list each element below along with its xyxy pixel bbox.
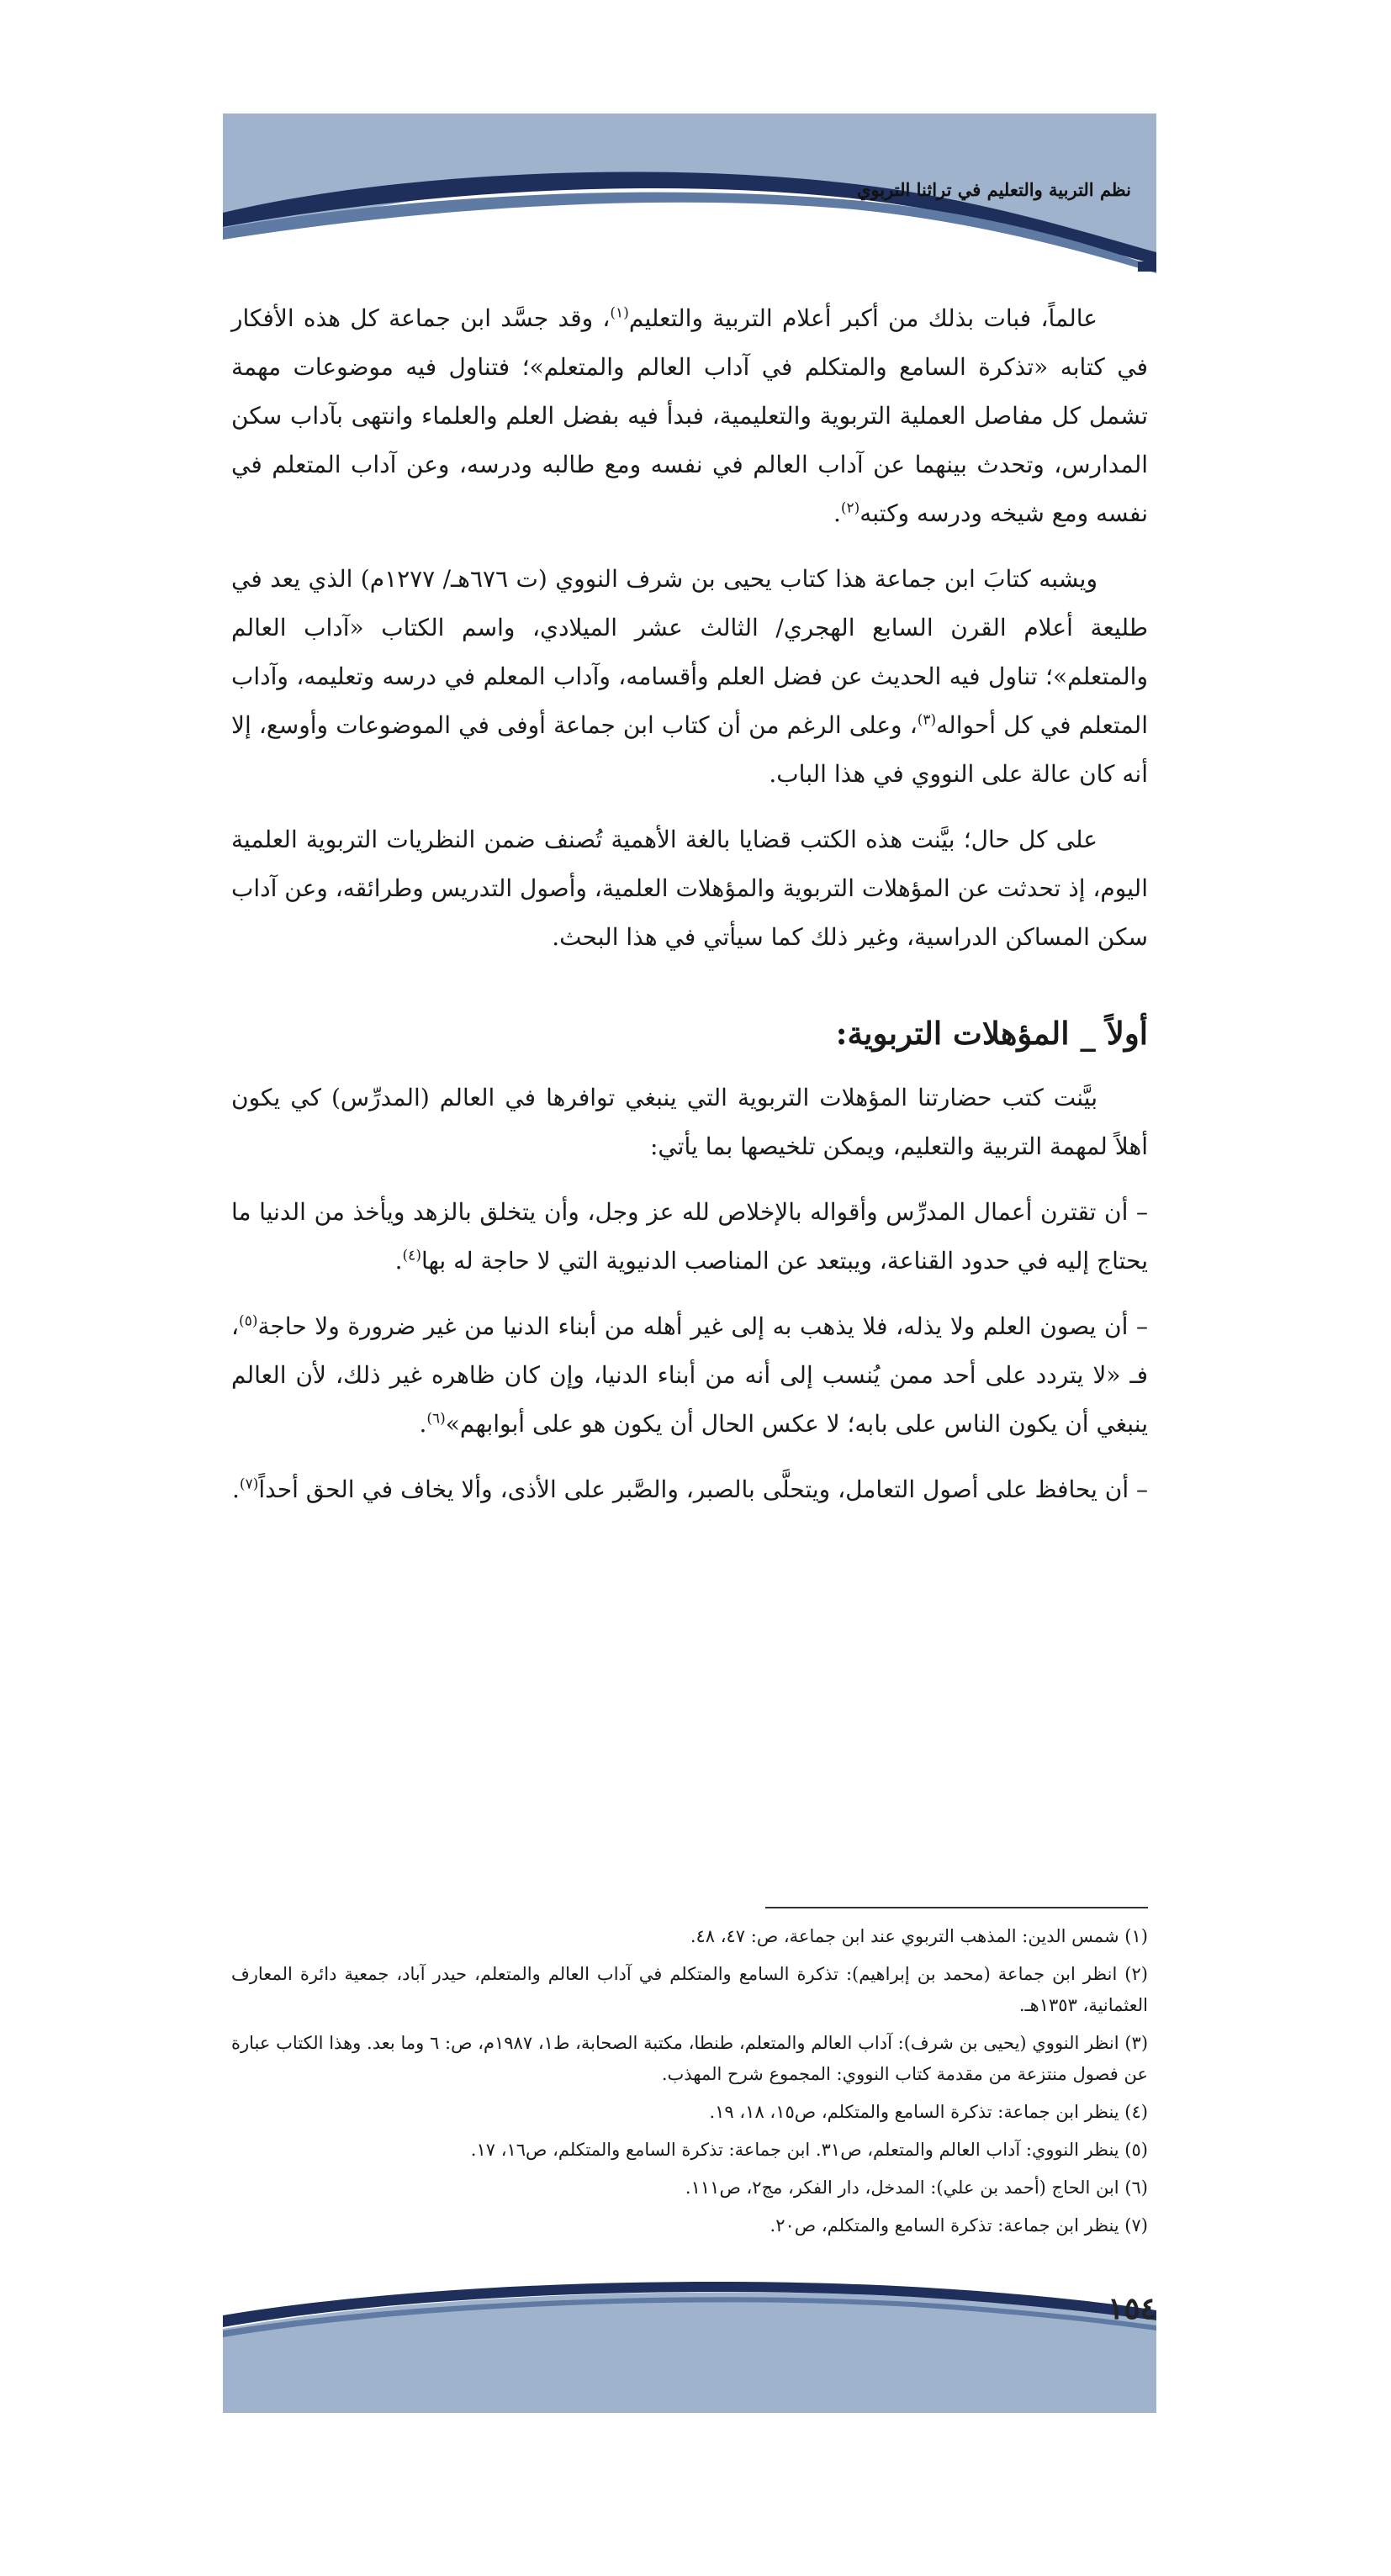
paragraph: عالماً، فبات بذلك من أكبر أعلام التربية والتعليم$^{(١)}$، وقد جسَّد ابن جماعة كل هذه الأفكار في كتابه «تذكرة السامع والمتكلم في آداب العالم والمتعلم»؛ فتناول فيه موضوعات مهمة تشمل كل مفاصل العملية التربوية والتعليمية، فبدأ فيه بفضل العلم والعلماء وانتهى بآداب سكن المدارس، وتحدث بينهما عن آداب العالم في نفسه ومع طالبه ودرسه، وعن آداب المتعلم في نفسه ومع شيخه ودرسه وكتبه$^{(٢)}$. [231,304,1148,527]
running-title: نظم التربية والتعليم في تراثنا التربوي [857,179,1131,200]
footer-wave-graphic [223,2278,1156,2413]
footnote: (٧) ينظر ابن جماعة: تذكرة السامع والمتكلم، ص٢٠. [770,2215,1148,2236]
footnotes [231,1921,1148,2248]
footnote: (١) شمس الدين: المذهب التربوي عند ابن جماعة، ص: ٤٧، ٤٨. [690,1926,1148,1946]
footnote-ref: (٥) [239,1312,258,1330]
footnote-ref: (٣) [917,711,937,729]
footnote: (٢) انظر ابن جماعة (محمد بن إبراهيم): تذكرة السامع والمتكلم في آداب العالم والمتعلم، حيدر آباد، جمعية دائرة المعارف العثمانية، ١٣٥٣هـ. [231,1964,1148,2015]
footnote: (٣) انظر النووي (يحيى بن شرف): آداب العالم والمتعلم، طنطا، مكتبة الصحابة، ط١، ١٩٨٧م، ص: ٦ وما بعد. وهذا الكتاب عبارة عن فصول منتزعة من مقدمة كتاب النووي: المجموع شرح المهذب. [231,2033,1149,2084]
footnote: (٦) ابن الحاج (أحمد بن علي): المدخل، دار الفكر، مج٢، ص١١١. [685,2177,1148,2198]
paragraph: على كل حال؛ بيَّنت هذه الكتب قضايا بالغة الأهمية تُصنف ضمن النظريات التربوية العلمية اليوم، إذ تحدثت عن المؤهلات التربوية والمؤهلات العلمية، وأصول التدريس وطرائقه، وعن آداب سكن المساكن الدراسية، وغير ذلك كما سيأتي في هذا البحث. [230,826,1148,951]
list-item: – أن يحافظ على أصول التعامل، ويتحلَّى بالصبر، والصَّبر على الأذى، وألا يخاف في الحق أحداً$^{(٧)}$. [232,1475,1148,1503]
footer-banner [223,2278,1156,2413]
footnote-separator [765,1907,1148,1908]
footnote: (٤) ينظر ابن جماعة: تذكرة السامع والمتكلم، ص١٥، ١٨، ١٩. [709,2102,1148,2122]
header-banner [223,113,1156,282]
footnote-ref: (٢) [840,499,860,517]
footnote: (٥) ينظر النووي: آداب العالم والمتعلم، ص٣١. ابن جماعة: تذكرة السامع والمتكلم، ص١٦، ١٧. [470,2140,1148,2160]
footnote-ref: (١) [610,304,629,322]
footnote-ref: (٤) [402,1247,421,1264]
page [223,113,1156,2413]
list-item: – أن تقترن أعمال المدرِّس وأقواله بالإخلاص لله عز وجل، وأن يتخلق بالزهد ويأخذ من الدنيا ما يحتاج إليه في حدود القناعة، ويبتعد عن المناصب الدنيوية التي لا حاجة له بها$^{(٤)}$. [231,1198,1148,1275]
footnote-ref: (٧) [239,1475,259,1493]
page-number: ١٥٤ [1107,2291,1156,2326]
list-item: – أن يصون العلم ولا يذله، فلا يذهب به إلى غير أهله من أبناء الدنيا من غير ضرورة ولا حاجة$^{(٥)}$، فـ «لا يتردد على أحد ممن يُنسب إلى أنه من أبناء الدنيا، وإن كان ظاهره غير ذلك، لأن العالم ينبغي أن يكون الناس على بابه؛ لا عكس الحال أن يكون هو على أبوابهم»$^{(٦)}$. [231,1312,1149,1438]
body-text [231,294,1148,1531]
section-intro: بيَّنت كتب حضارتنا المؤهلات التربوية التي ينبغي توافرها في العالم (المدرِّس) كي يكون أهلاً لمهمة التربية والتعليم، ويمكن تلخيصها بما يأتي: [231,1084,1148,1160]
paragraph: ويشبه كتابَ ابن جماعة هذا كتاب يحيى بن شرف النووي (ت ٦٧٦هـ/ ١٢٧٧م) الذي يعد في طليعة أعلام القرن السابع الهجري/ الثالث عشر الميلادي، واسم الكتاب «آداب العالم والمتعلم»؛ تناول فيه الحديث عن فضل العلم وأقسامه، وآداب المعلم في درسه وتعليمه، وآداب المتعلم في كل أحواله$^{(٣)}$، وعلى الرغم من أن كتاب ابن جماعة أوفى في الموضوعات وأوسع، إلا أنه كان عالة على النووي في هذا الباب. [231,565,1148,788]
section-heading: أولاً _ المؤهلات التربوية: [835,1015,1148,1052]
footnote-ref: (٦) [426,1410,446,1428]
